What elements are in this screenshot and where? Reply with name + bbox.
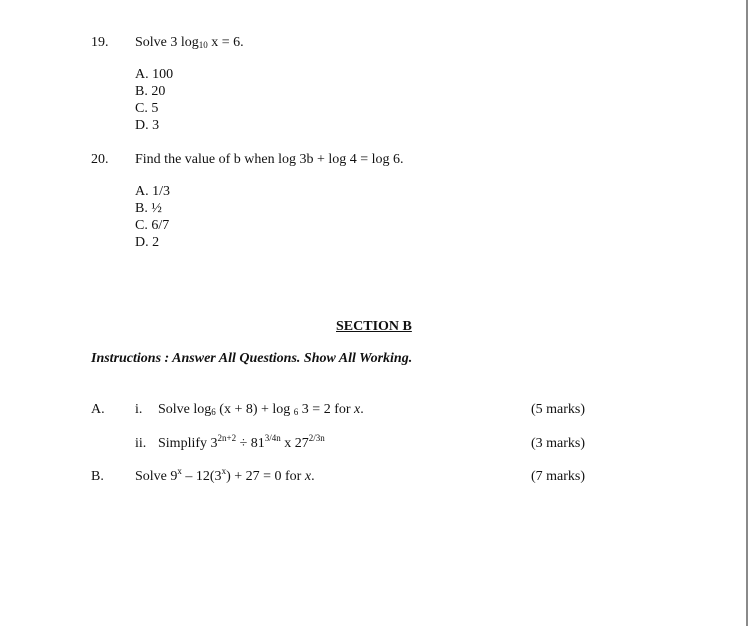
q19-text-suffix: x = 6. — [207, 35, 244, 50]
section-b-title: SECTION B — [336, 319, 412, 334]
question-a-ii-text — [158, 433, 325, 452]
a-ii-mid-1: ÷ 81 — [236, 436, 265, 451]
b-exponent-2: x — [221, 466, 227, 476]
a-i-suffix-1: 3 = 2 for — [298, 402, 355, 417]
question-19-text — [135, 35, 244, 51]
q20-option-b: B. ½ — [135, 201, 162, 216]
question-b-marks: (7 marks) — [531, 469, 586, 484]
b-suffix-2: . — [311, 469, 315, 484]
question-b-text — [135, 466, 315, 485]
a-ii-exponent-2: 3/4n — [264, 433, 281, 443]
b-mid-1: – 12(3 — [181, 469, 222, 484]
a-ii-exponent-1: 2n+2 — [217, 433, 237, 443]
q20-option-c: C. 6/7 — [135, 218, 170, 233]
b-suffix-1: ) + 27 = 0 for — [226, 469, 305, 484]
a-ii-exponent-3: 2/3n — [308, 433, 325, 443]
b-variable: x — [304, 469, 312, 484]
question-20-text: Find the value of b when log 3b + log 4 = log 6. — [135, 152, 404, 167]
a-i-prefix: Solve log — [158, 402, 212, 417]
b-exponent-1: x — [177, 466, 182, 476]
a-i-log-base-1: 6 — [211, 407, 216, 417]
a-ii-prefix: Simplify 3 — [158, 436, 218, 451]
q19-option-a: A. 100 — [135, 67, 174, 82]
section-b-instructions: Instructions : Answer All Questions. Show All Working. — [91, 351, 413, 366]
a-i-variable: x — [354, 402, 361, 417]
question-20-number: 20. — [91, 152, 109, 167]
q19-log-base: 10 — [198, 40, 208, 50]
question-a-ii-roman: ii. — [135, 436, 147, 451]
q19-option-c: C. 5 — [135, 101, 159, 116]
question-19-number: 19. — [91, 35, 109, 50]
a-i-log-base-2: 6 — [293, 407, 299, 417]
question-a-i-roman: i. — [135, 402, 143, 417]
a-ii-mid-2: x 27 — [280, 436, 309, 451]
a-i-suffix-2: . — [360, 402, 364, 417]
question-a-i-text — [158, 402, 364, 418]
question-a-ii-marks: (3 marks) — [531, 436, 586, 451]
question-b-label: B. — [91, 469, 104, 484]
q20-option-a: A. 1/3 — [135, 184, 170, 199]
q20-option-d: D. 2 — [135, 235, 160, 250]
q19-option-b: B. 20 — [135, 84, 166, 99]
a-i-mid: (x + 8) + log — [215, 402, 294, 417]
q19-text-prefix: Solve 3 log — [135, 35, 199, 50]
b-prefix: Solve 9 — [135, 469, 178, 484]
question-a-i-marks: (5 marks) — [531, 402, 586, 417]
q19-option-d: D. 3 — [135, 118, 160, 133]
question-a-label: A. — [91, 402, 105, 417]
